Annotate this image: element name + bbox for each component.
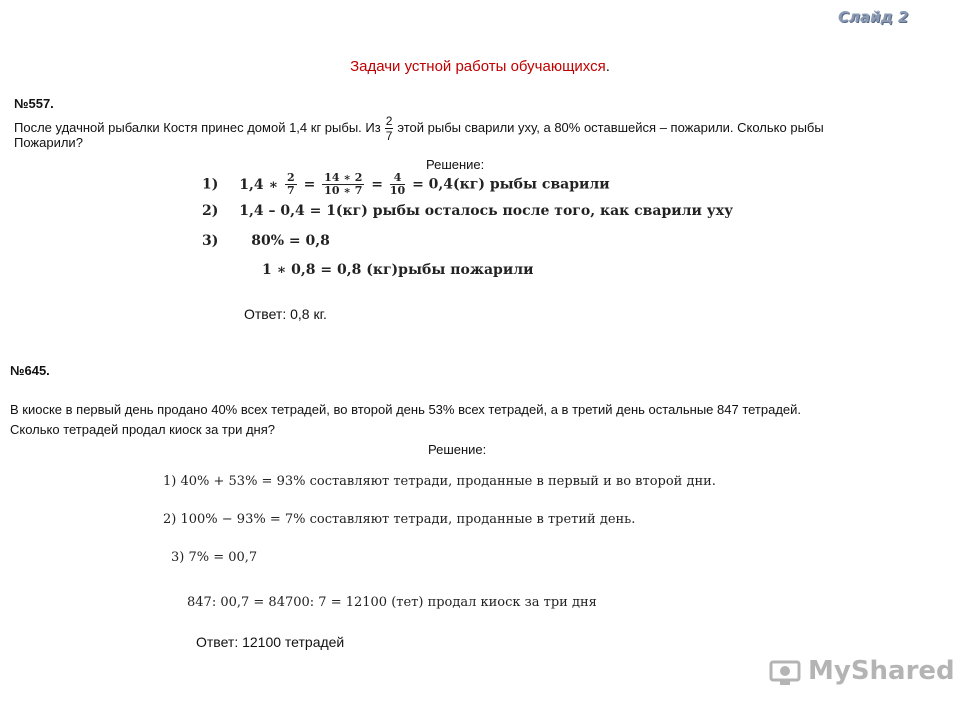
fraction-two-sevenths: [385, 114, 394, 143]
equals: =: [303, 176, 316, 193]
answer-557: Ответ: 0,8 кг.: [244, 306, 327, 322]
problem-557-number: №557.: [14, 96, 54, 111]
problem-645-text-line1: В киоске в первый день продано 40% всех тетрадей, во второй день 53% всех тетрадей, а в третий день остальные 847 тетрадей.: [10, 402, 802, 417]
answer-645: Ответ: 12100 тетрадей: [196, 634, 345, 650]
solution-557-step1: [202, 172, 610, 197]
step1-frac2: [322, 172, 364, 197]
solution-557-step2: [202, 203, 733, 219]
title-dot: .: [605, 58, 610, 75]
denominator: 10 ∗ 7: [324, 184, 363, 197]
fraction-denominator: 7: [385, 129, 393, 143]
problem-557-text-b: этой рыбы сварили уху, а 80% оставшейся – пожарили. Сколько рыбы: [397, 119, 824, 135]
step-number: 1): [202, 176, 219, 193]
watermark-text: MyShared: [808, 656, 955, 686]
solution-645-step4: 847: 00,7 = 84700: 7 = 12100 (тет) продал киоск за три дня: [187, 595, 597, 610]
solution-645-step2: 2) 100% − 93% = 7% составляют тетради, проданные в третий день.: [163, 512, 636, 527]
numerator: 2: [287, 171, 295, 184]
denominator: 7: [287, 184, 295, 197]
fraction-numerator: 2: [385, 114, 393, 128]
step-number: 3): [202, 233, 219, 249]
watermark: [768, 654, 955, 688]
projector-icon: [768, 654, 802, 688]
solution-557-step4: 1 ∗ 0,8 = 0,8 (кг)рыбы пожарили: [262, 262, 534, 278]
problem-557-text-line2: Пожарили?: [14, 135, 83, 150]
solution-label-2: Решение:: [428, 442, 487, 457]
equals: =: [371, 176, 384, 193]
solution-645-step1: 1) 40% + 53% = 93% составляют тетради, проданные в первый и во второй дни.: [163, 474, 716, 489]
denominator: 10: [389, 184, 406, 197]
step2-text: 1,4 – 0,4 = 1(кг) рыбы осталось после того, как сварили уху: [239, 203, 734, 219]
step1-frac1: [285, 172, 297, 197]
step1-frac3: [390, 172, 405, 197]
problem-645-number: №645.: [10, 363, 50, 378]
numerator: 14 ∗ 2: [324, 171, 363, 184]
step-number: 2): [202, 203, 219, 219]
solution-645-step3: 3) 7% = 00,7: [171, 550, 258, 565]
problem-557-text-a: После удачной рыбалки Костя принес домой 1,4 кг рыбы. Из: [14, 119, 381, 135]
slide-label: Слайд 2: [838, 8, 909, 26]
problem-557-text-line1: [14, 114, 824, 143]
title-text: Задачи устной работы обучающихся: [350, 58, 606, 75]
solution-label-1: Решение:: [426, 157, 485, 172]
numerator: 4: [390, 172, 405, 185]
step1-pre: 1,4 ∗: [239, 176, 279, 193]
solution-557-step3: [202, 233, 330, 249]
problem-645-text-line2: Сколько тетрадей продал киоск за три дня?: [10, 422, 276, 437]
step3-text: 80% = 0,8: [251, 233, 330, 249]
page-title: [0, 58, 960, 75]
step1-post: = 0,4(кг) рыбы сварили: [412, 176, 610, 193]
